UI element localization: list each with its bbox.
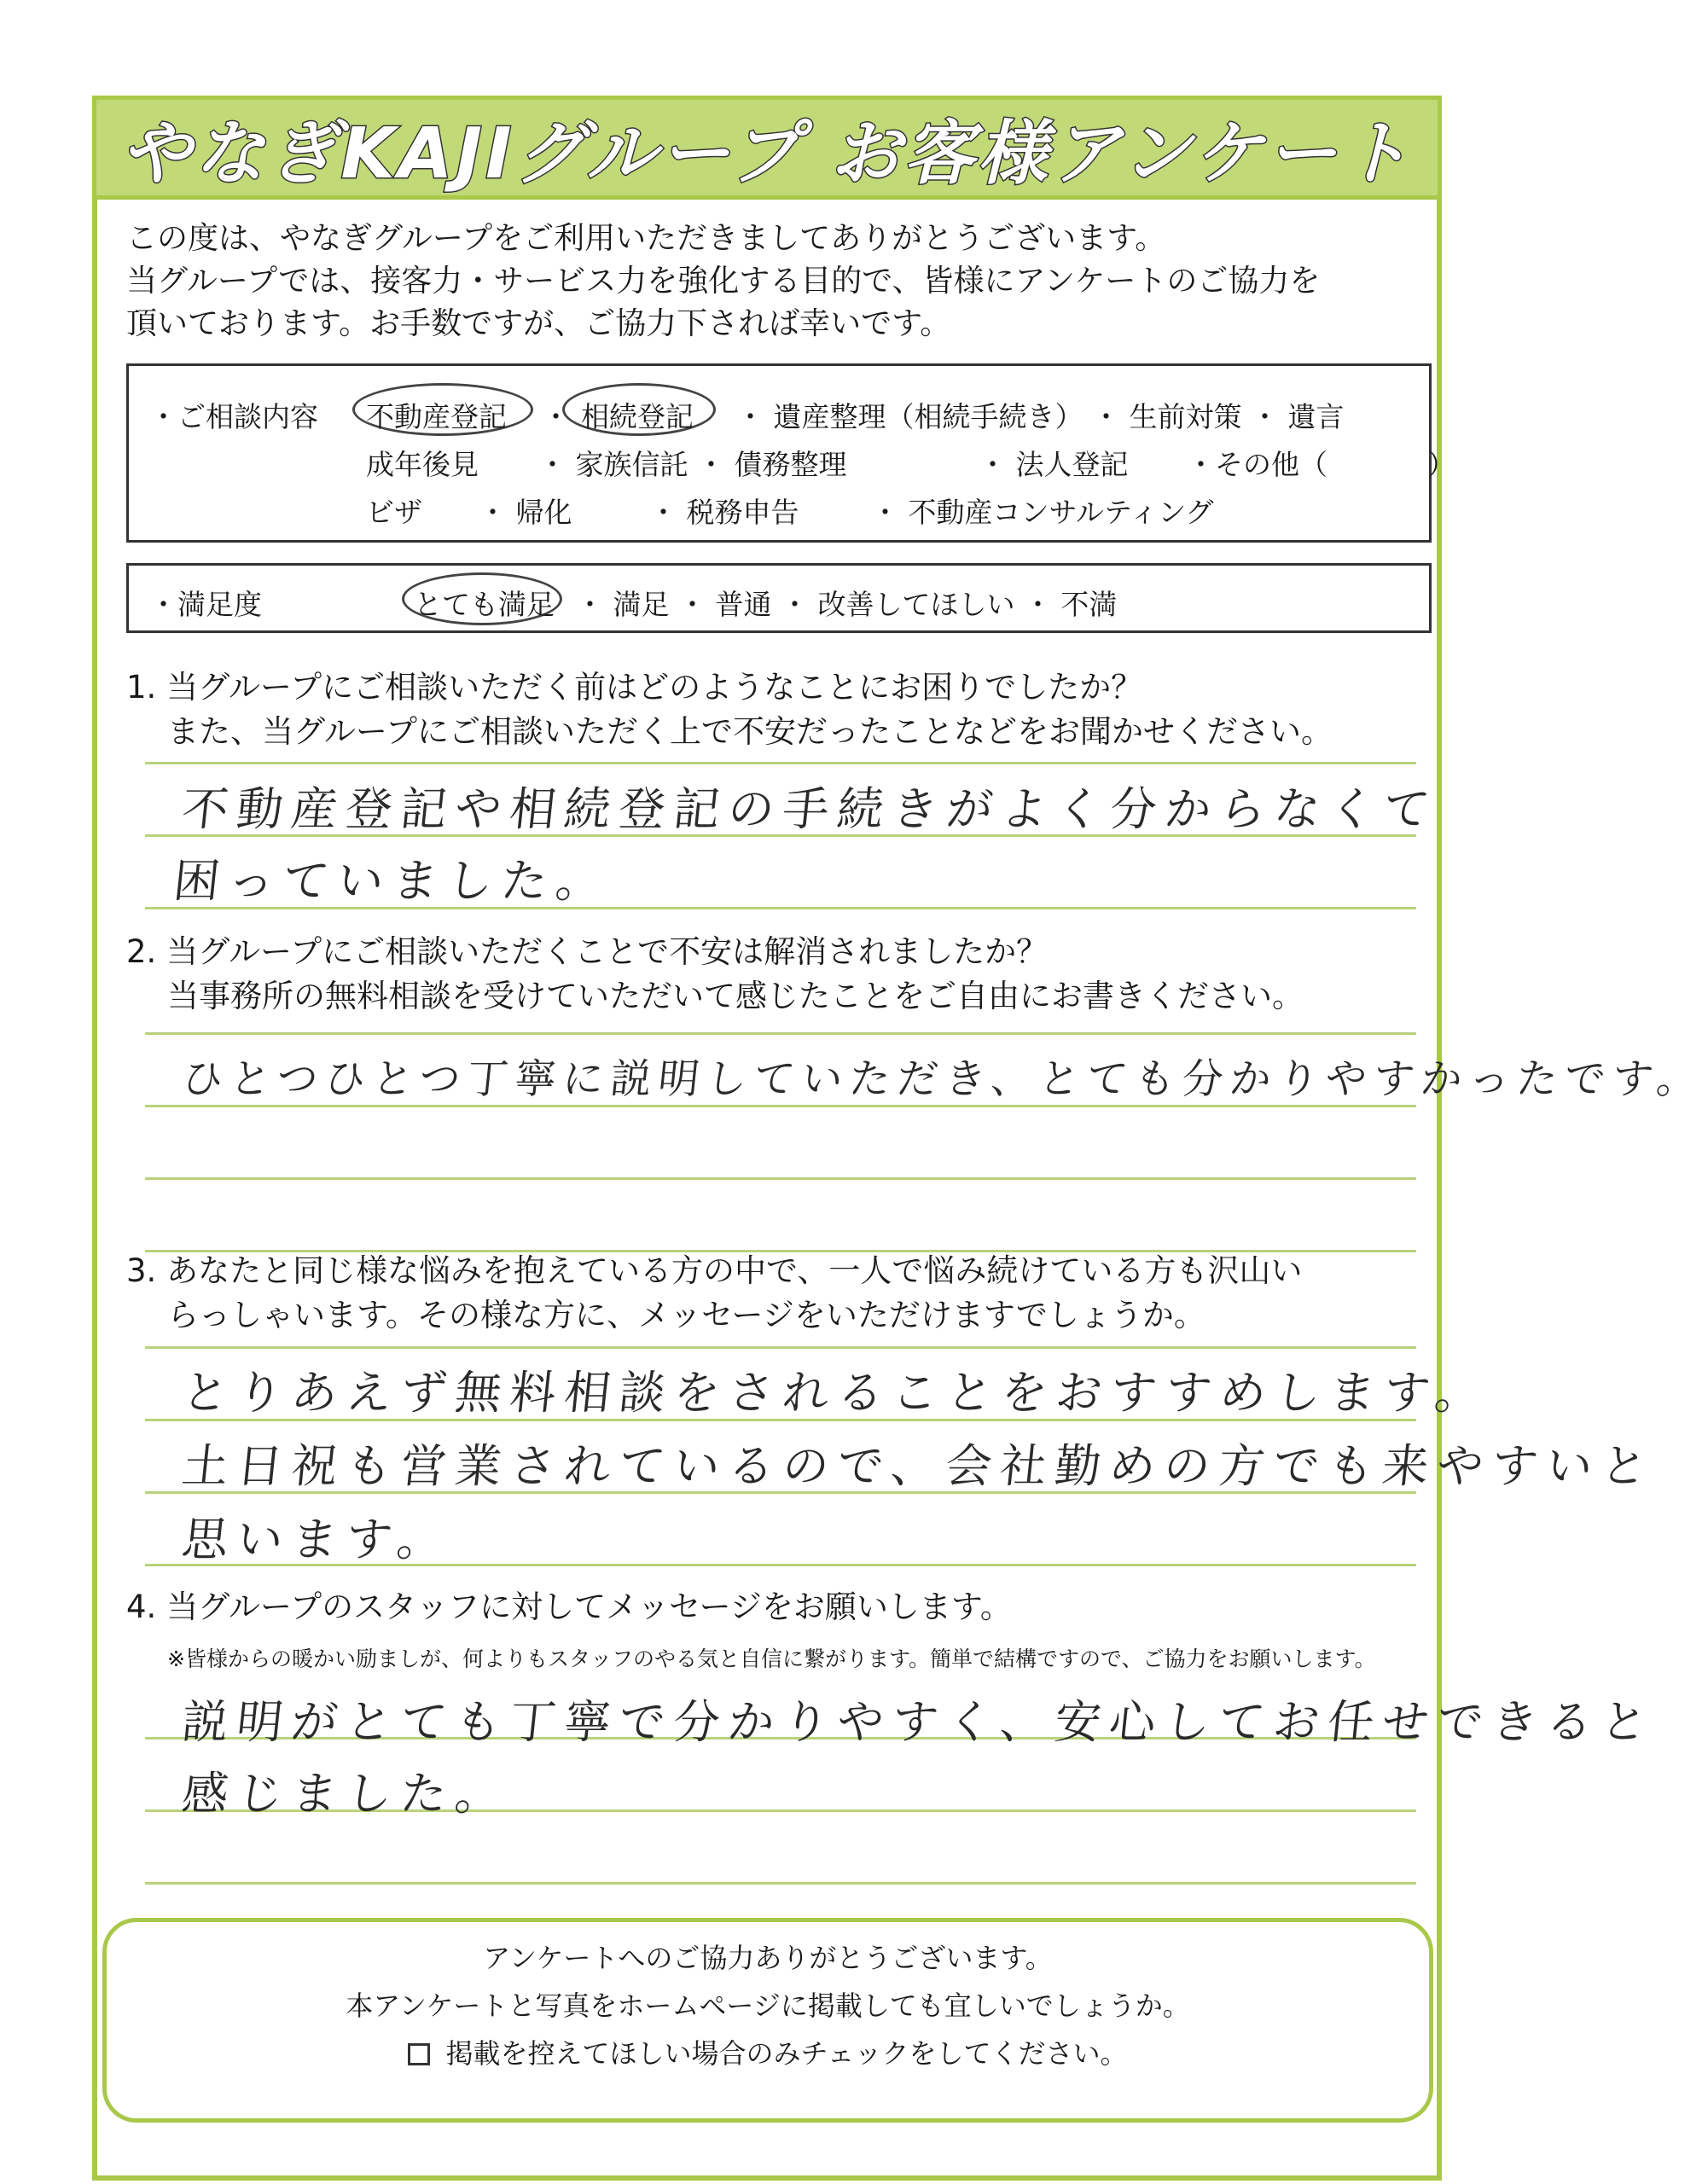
title-banner	[92, 96, 1442, 200]
answer-4-line: 説明がとても丁寧で分かりやすく、安心してお任せできると	[179, 1695, 1659, 1749]
option-other[interactable]: ・その他（	[1187, 448, 1327, 481]
answer-rule	[145, 1346, 1416, 1349]
option-visa[interactable]: ビザ	[366, 496, 422, 529]
separator: ・	[542, 400, 570, 433]
option-real-estate-registration[interactable]: 不動産登記	[366, 400, 507, 433]
thanks-line-1: アンケートへのご協力ありがとうございます。	[483, 1942, 1053, 1974]
satisfaction-box	[126, 563, 1432, 633]
question-line: 当事務所の無料相談を受けていただいて感じたことをご自由にお書きください。	[167, 978, 1304, 1014]
question-1	[126, 665, 1333, 754]
answer-rule	[145, 1105, 1416, 1107]
question-line: 2. 当グループにご相談いただくことで不安は解消されましたか？	[126, 933, 1049, 970]
page-title: やなぎKAJIグループ お客様アンケート	[120, 113, 1414, 195]
intro-line: 当グループでは、接客力・サービス力を強化する目的で、皆様にアンケートのご協力を	[126, 264, 1321, 299]
question-3	[126, 1249, 1302, 1338]
intro-line: この度は、やなぎグループをご利用いただきましてありがとうございます。	[126, 221, 1166, 256]
answer-3-line: 土日祝も営業されているので、会社勤めの方でも来やすいと	[179, 1439, 1659, 1493]
publish-opt-out-label: 掲載を控えてほしい場合のみチェックをしてください。	[445, 2037, 1128, 2070]
intro-text	[126, 218, 1423, 346]
answer-rule	[145, 762, 1416, 764]
intro-line: 頂いております。お手数ですが、ご協力下されば幸いです。	[126, 306, 951, 341]
consultation-box	[126, 363, 1455, 543]
question-line: また、当グループにご相談いただく上で不安だったことなどをお聞かせください。	[167, 713, 1333, 750]
option-tax-return[interactable]: ・ 税務申告	[649, 496, 799, 529]
option-inheritance-registration[interactable]: 相続登記	[581, 400, 694, 433]
satisfaction-label: ・満足度	[149, 588, 262, 621]
question-line: らっしゃいます。その様な方に、メッセージをいただけますでしょうか。	[167, 1297, 1205, 1333]
answer-4-line: 感じました。	[179, 1767, 513, 1821]
option-row1-rest[interactable]: ・ 遺産整理（相続手続き） ・ 生前対策 ・ 遺言	[736, 400, 1345, 433]
question-line: 4. 当グループのスタッフに対してメッセージをお願いします。	[126, 1589, 1012, 1625]
answer-rule	[145, 1177, 1416, 1180]
question-line: 3. あなたと同じ様な悩みを抱えている方の中で、一人で悩み続けている方も沢山い	[126, 1252, 1303, 1289]
question-2	[126, 930, 1304, 1019]
satisfaction-other-options[interactable]: ・ 満足 ・ 普通 ・ 改善してほしい ・ 不満	[576, 588, 1118, 621]
publish-opt-out	[107, 2030, 1429, 2077]
answer-rule	[145, 1882, 1416, 1885]
option-other-close: ）	[1427, 448, 1455, 481]
option-very-satisfied[interactable]: とても満足	[414, 588, 555, 621]
answer-1-line: 不動産登記や相続登記の手続きがよく分からなくて	[179, 782, 1441, 836]
publish-opt-out-checkbox[interactable]	[408, 2043, 430, 2065]
option-naturalization[interactable]: ・ 帰化	[479, 496, 572, 529]
option-family-trust[interactable]: ・ 家族信託 ・ 債務整理	[538, 448, 847, 481]
thanks-box	[102, 1918, 1433, 2123]
consultation-label: ・ご相談内容	[149, 400, 318, 433]
answer-3-line: とりあえず無料相談をされることをおすすめします。	[179, 1366, 1493, 1420]
option-adult-guardianship[interactable]: 成年後見	[366, 448, 479, 481]
answer-3-line: 思います。	[179, 1513, 455, 1566]
question-4	[126, 1585, 1012, 1629]
question-line: 1. 当グループにご相談いただく前はどのようなことにお困りでしたか？	[126, 669, 1143, 706]
answer-1-line: 困っていました。	[171, 854, 613, 908]
thanks-line-2: 本アンケートと写真をホームページに掲載しても宜しいでしょうか。	[346, 1989, 1190, 2022]
question-4-note: ※皆様からの暖かい励ましが、何よりもスタッフのやる気と自信に繋がります。簡単で結構ですので、ご協力をお願いします。	[167, 1647, 1376, 1671]
option-corporate-registration[interactable]: ・ 法人登記	[979, 448, 1129, 481]
answer-rule	[145, 1032, 1416, 1035]
answer-2-line: ひとつひとつ丁寧に説明していただき、とても分かりやすかったです。	[179, 1055, 1707, 1103]
option-real-estate-consulting[interactable]: ・ 不動産コンサルティング	[871, 496, 1214, 529]
